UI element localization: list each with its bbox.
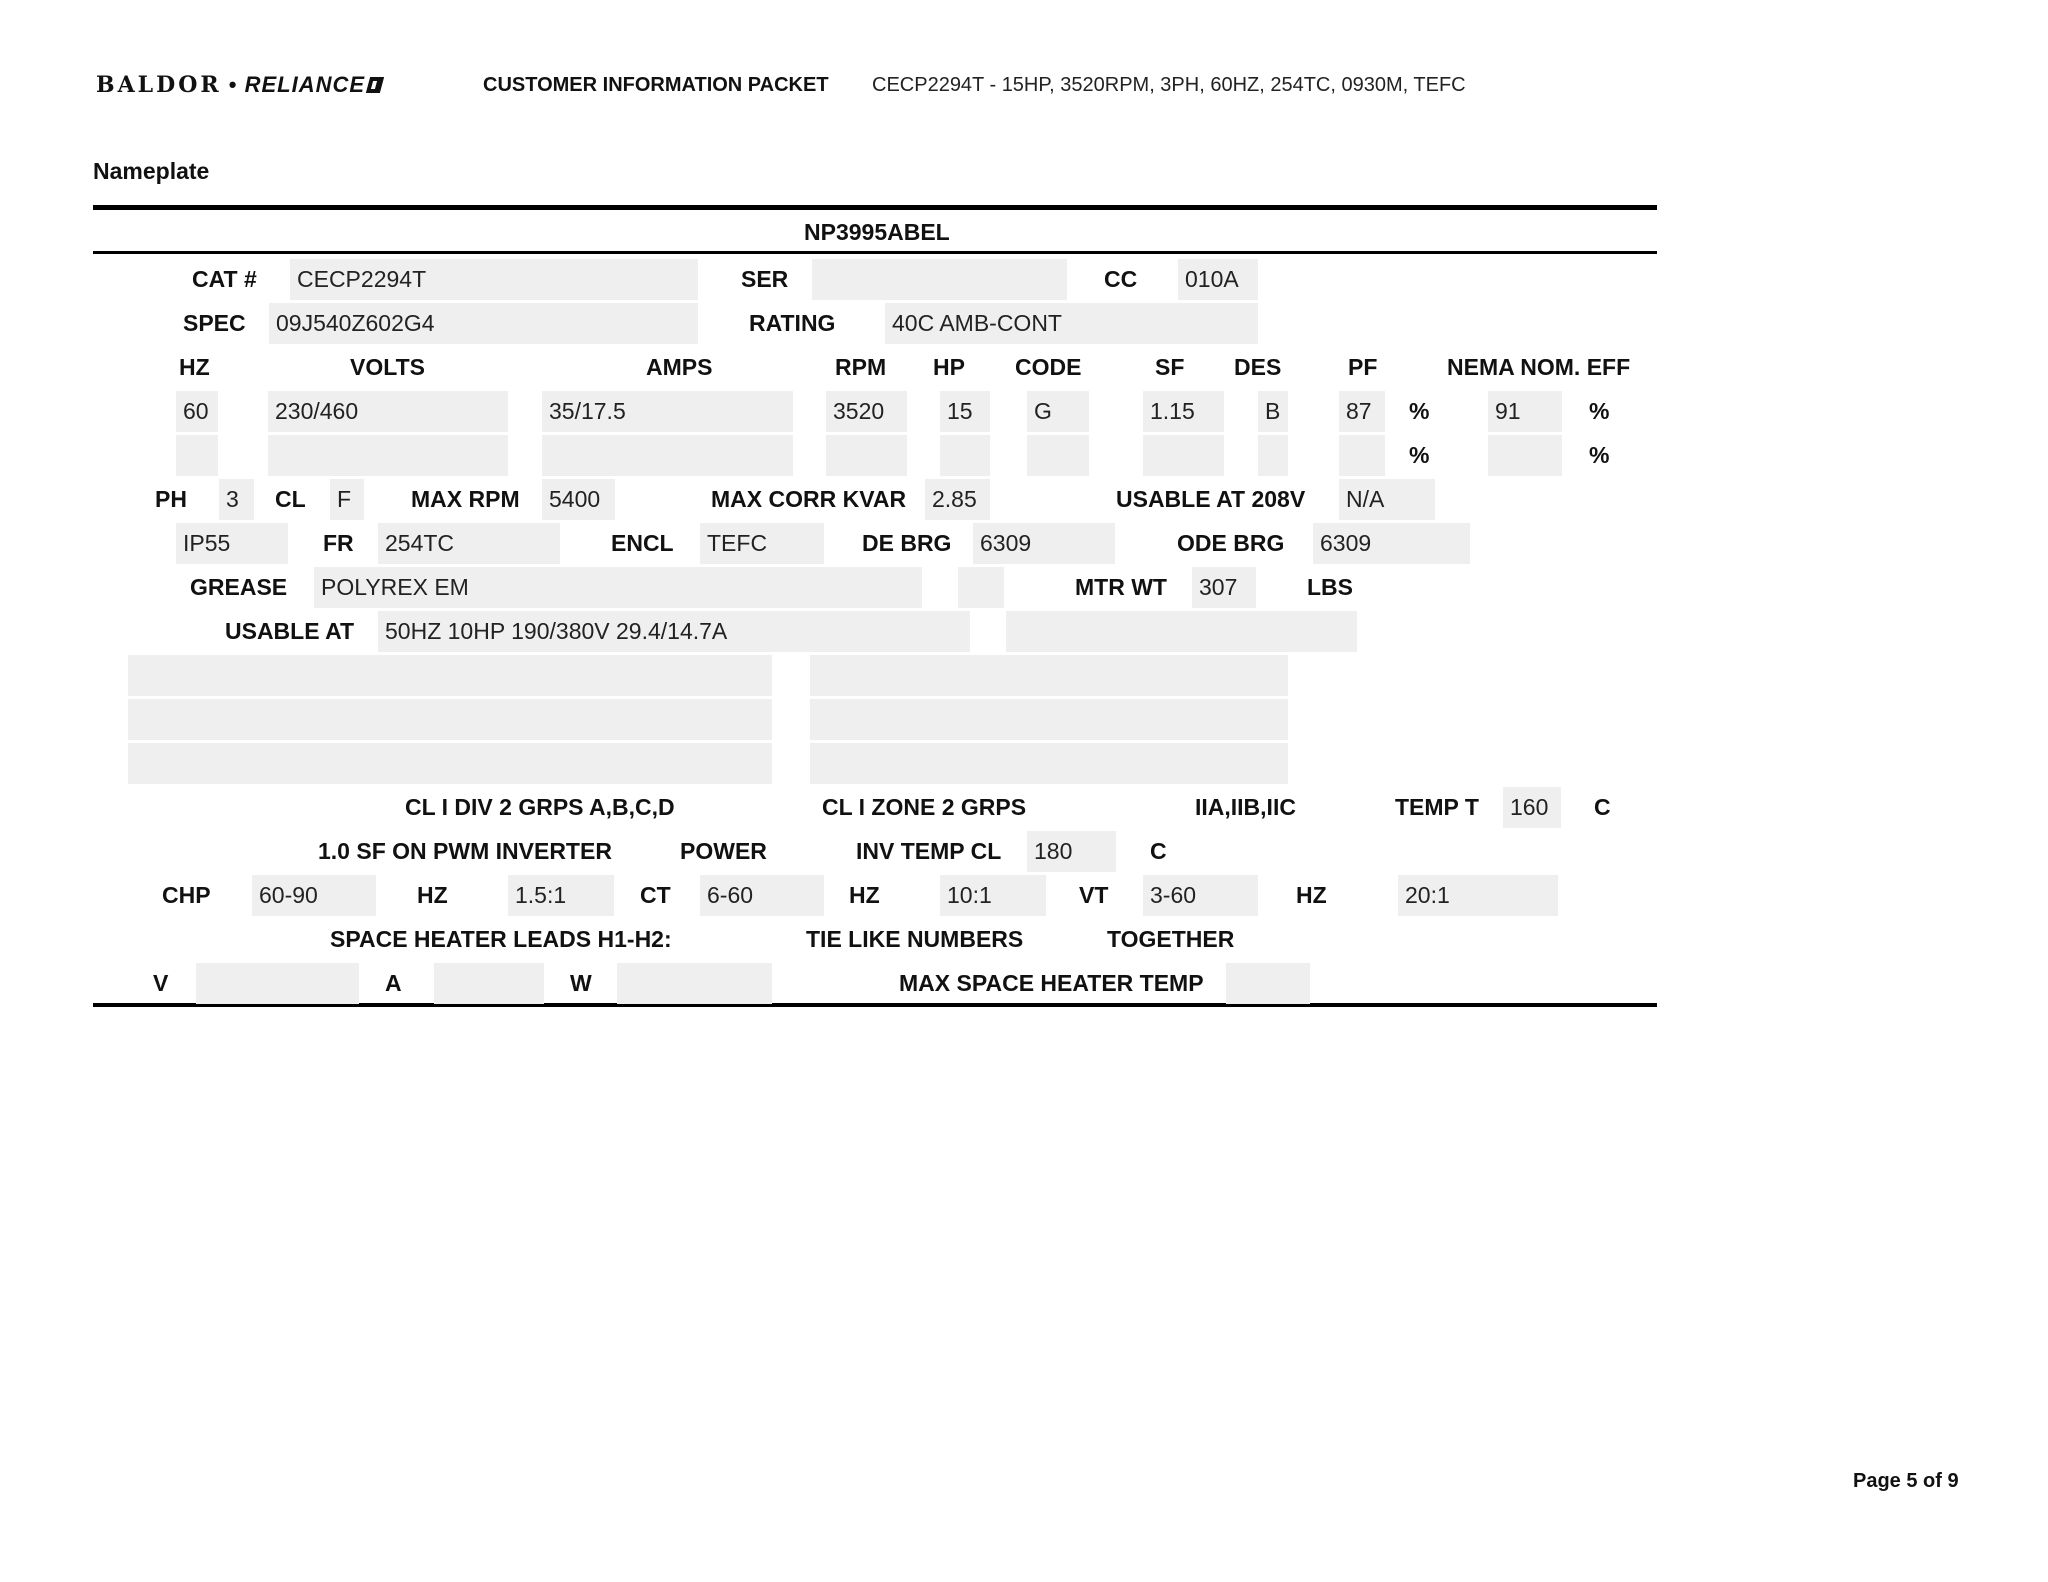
baldor-reliance-logo	[96, 72, 382, 98]
max-space-heater-temp-value	[1226, 963, 1310, 1004]
reliance-mark-icon	[366, 77, 384, 93]
product-description: CECP2294T - 15HP, 3520RPM, 3PH, 60HZ, 254TC, 0930M, TEFC	[872, 74, 1466, 96]
v-label: V	[153, 970, 169, 996]
chp-hz-value: 60-90	[252, 875, 376, 916]
eff-percent: %	[1589, 398, 1610, 424]
amps-value: 35/17.5	[542, 391, 793, 432]
max-rpm-value: 5400	[542, 479, 615, 520]
sf-value: 1.15	[1143, 391, 1224, 432]
blank-left-2	[128, 699, 772, 740]
usable-at-label: USABLE AT	[225, 618, 355, 644]
sf-header: SF	[1155, 354, 1185, 380]
cc-value: 010A	[1178, 259, 1258, 300]
mtr-wt-label: MTR WT	[1075, 574, 1167, 600]
sf-pwm-label: 1.0 SF ON PWM INVERTER	[318, 838, 612, 864]
ode-brg-label: ODE BRG	[1177, 530, 1285, 556]
w-value	[617, 963, 772, 1004]
eff-percent-2: %	[1589, 442, 1610, 468]
amps-header: AMPS	[646, 354, 713, 380]
max-corr-kvar-value: 2.85	[925, 479, 990, 520]
hz-value-2	[176, 435, 218, 476]
rpm-header: RPM	[835, 354, 887, 380]
cl-zone2-label: CL I ZONE 2 GRPS	[822, 794, 1027, 820]
hp-value: 15	[940, 391, 990, 432]
usable-208v-value: N/A	[1339, 479, 1435, 520]
nema-eff-header: NEMA NOM. EFF	[1447, 354, 1631, 380]
vt-label: VT	[1079, 882, 1109, 908]
des-value: B	[1258, 391, 1288, 432]
spec-label: SPEC	[183, 310, 246, 336]
temp-t-value: 160	[1503, 787, 1561, 828]
page-number: Page 5 of 9	[1853, 1470, 1959, 1492]
fr-value: 254TC	[378, 523, 560, 564]
usable-at-value: 50HZ 10HP 190/380V 29.4/14.7A	[378, 611, 970, 652]
blank-left-3	[128, 743, 772, 784]
top-thick-rule	[93, 205, 1657, 210]
blank-left-1	[128, 655, 772, 696]
packet-title: CUSTOMER INFORMATION PACKET	[483, 74, 829, 96]
rating-value: 40C AMB-CONT	[885, 303, 1258, 344]
volts-value-2	[268, 435, 508, 476]
volts-value: 230/460	[268, 391, 508, 432]
ip-rating-value: IP55	[176, 523, 288, 564]
logo-dot: •	[228, 72, 238, 97]
a-label: A	[385, 970, 402, 996]
eff-value-2	[1488, 435, 1562, 476]
rating-label: RATING	[749, 310, 836, 336]
max-corr-kvar-label: MAX CORR KVAR	[711, 486, 907, 512]
max-rpm-label: MAX RPM	[411, 486, 520, 512]
section-title: Nameplate	[93, 158, 210, 184]
des-value-2	[1258, 435, 1288, 476]
together-label: TOGETHER	[1107, 926, 1235, 952]
lbs-label: LBS	[1307, 574, 1353, 600]
logo-baldor-text: BALDOR	[96, 72, 222, 98]
pf-percent-2: %	[1409, 442, 1430, 468]
grease-label: GREASE	[190, 574, 288, 600]
chp-hz-label: HZ	[417, 882, 448, 908]
cl-value: F	[330, 479, 364, 520]
blank-right-1	[810, 655, 1288, 696]
temp-t-label: TEMP T	[1395, 794, 1479, 820]
ph-value: 3	[219, 479, 254, 520]
chp-ratio-value: 1.5:1	[508, 875, 614, 916]
inv-temp-cl-label: INV TEMP CL	[856, 838, 1002, 864]
pf-value: 87	[1339, 391, 1385, 432]
ode-brg-value: 6309	[1313, 523, 1470, 564]
cl-div2-label: CL I DIV 2 GRPS A,B,C,D	[405, 794, 675, 820]
w-label: W	[570, 970, 592, 996]
zone-groups-value: IIA,IIB,IIC	[1195, 794, 1296, 820]
amps-value-2	[542, 435, 793, 476]
tie-like-numbers-label: TIE LIKE NUMBERS	[806, 926, 1024, 952]
blank-right-3	[810, 743, 1288, 784]
vt-ratio-value: 20:1	[1398, 875, 1558, 916]
code-header: CODE	[1015, 354, 1082, 380]
code-value-2	[1027, 435, 1089, 476]
spec-value: 09J540Z602G4	[269, 303, 698, 344]
ph-label: PH	[155, 486, 187, 512]
top-thin-rule	[93, 251, 1657, 254]
ct-label: CT	[640, 882, 671, 908]
ct-hz-value: 6-60	[700, 875, 824, 916]
code-value: G	[1027, 391, 1089, 432]
v-value	[196, 963, 359, 1004]
encl-value: TEFC	[700, 523, 824, 564]
vt-hz-label: HZ	[1296, 882, 1327, 908]
usable-208v-label: USABLE AT 208V	[1116, 486, 1306, 512]
hp-header: HP	[933, 354, 965, 380]
ct-hz-label: HZ	[849, 882, 880, 908]
rpm-value-2	[826, 435, 907, 476]
sf-value-2	[1143, 435, 1224, 476]
chp-label: CHP	[162, 882, 211, 908]
hp-value-2	[940, 435, 990, 476]
pf-header: PF	[1348, 354, 1378, 380]
mtr-wt-value: 307	[1192, 567, 1256, 608]
encl-label: ENCL	[611, 530, 674, 556]
de-brg-label: DE BRG	[862, 530, 952, 556]
de-brg-value: 6309	[973, 523, 1115, 564]
cl-label: CL	[275, 486, 306, 512]
a-value	[434, 963, 544, 1004]
space-heater-leads-label: SPACE HEATER LEADS H1-H2:	[330, 926, 672, 952]
des-header: DES	[1234, 354, 1282, 380]
cc-label: CC	[1104, 266, 1138, 292]
volts-header: VOLTS	[350, 354, 425, 380]
inv-temp-cl-value: 180	[1027, 831, 1116, 872]
max-space-heater-temp-label: MAX SPACE HEATER TEMP	[899, 970, 1204, 996]
logo-reliance-text: RELIANCE	[244, 72, 366, 97]
power-label: POWER	[680, 838, 767, 864]
fr-label: FR	[323, 530, 354, 556]
blank-right-2	[810, 699, 1288, 740]
pf-value-2	[1339, 435, 1385, 476]
nameplate-id: NP3995ABEL	[804, 219, 950, 245]
hz-header: HZ	[179, 354, 210, 380]
vt-hz-value: 3-60	[1143, 875, 1258, 916]
rpm-value: 3520	[826, 391, 907, 432]
ser-value	[812, 259, 1067, 300]
hz-value: 60	[176, 391, 218, 432]
eff-value: 91	[1488, 391, 1562, 432]
grease-extra-value	[958, 567, 1004, 608]
ser-label: SER	[741, 266, 789, 292]
grease-value: POLYREX EM	[314, 567, 922, 608]
temp-t-unit: C	[1594, 794, 1611, 820]
inv-temp-unit: C	[1150, 838, 1167, 864]
cat-label: CAT #	[192, 266, 257, 292]
pf-percent: %	[1409, 398, 1430, 424]
usable-at-extra	[1006, 611, 1357, 652]
cat-value: CECP2294T	[290, 259, 698, 300]
ct-ratio-value: 10:1	[940, 875, 1046, 916]
